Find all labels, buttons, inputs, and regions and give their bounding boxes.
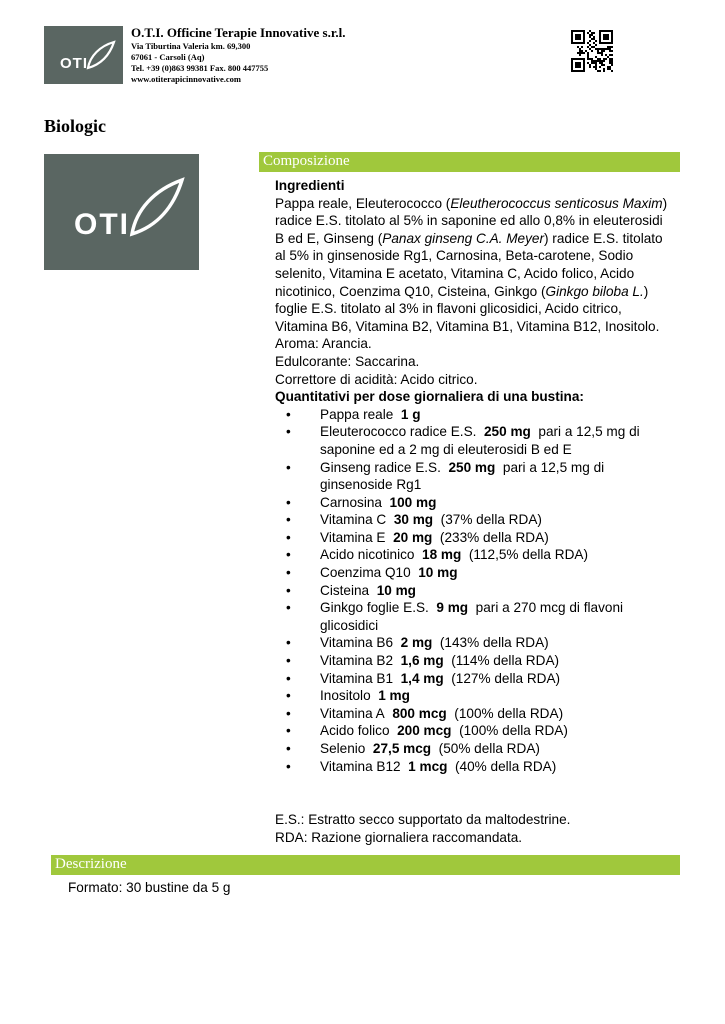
dose-item-amount: 1,4 mg (400, 670, 444, 686)
bullet-icon: • (286, 424, 291, 440)
dose-item-name: Vitamina B12 (320, 758, 401, 774)
bullet-icon: • (286, 512, 291, 528)
dose-item (275, 740, 670, 758)
dose-item-note: (37% della RDA) (440, 512, 542, 528)
sweetener-text: Edulcorante: Saccarina. (275, 353, 420, 369)
dose-item-amount: 10 mg (418, 565, 458, 581)
bullet-icon: • (286, 459, 291, 475)
dose-item (275, 722, 670, 740)
bullet-icon: • (286, 653, 291, 669)
dose-item-note: (233% della RDA) (439, 529, 549, 545)
bullet-icon: • (286, 600, 291, 616)
dose-item-note: pari a 12,5 mg di ginsenoside Rg1 (320, 459, 605, 493)
dose-item-name: Vitamina B2 (320, 653, 394, 669)
oti-logo-large-icon (44, 154, 199, 270)
dose-item-name: Vitamina B6 (320, 635, 394, 651)
ingredient-latin-name: Eleutherococcus senticosus Maxim (450, 195, 663, 211)
dose-item-name: Selenio (320, 741, 366, 756)
dose-item-name: Vitamina B1 (320, 670, 394, 686)
bullet-icon: • (286, 670, 291, 686)
dose-item (275, 546, 670, 564)
dose-item-name: Vitamina C (320, 512, 387, 528)
company-logo (44, 26, 123, 84)
dose-item-amount: 200 mcg (397, 723, 452, 739)
bullet-icon: • (286, 705, 291, 721)
dose-item (275, 406, 670, 424)
dose-item (275, 670, 670, 688)
bullet-icon: • (286, 741, 291, 756)
bullet-icon: • (286, 635, 291, 651)
dose-item-note: (114% della RDA) (451, 653, 560, 669)
dose-item-amount: 30 mg (393, 512, 434, 528)
dose-item-note: pari a 12,5 mg di saponine ed a 2 mg di eleuterosidi B ed E (320, 424, 640, 457)
dose-item-name: Ginkgo foglie E.S. (320, 600, 429, 616)
dose-item-note: (112,5% della RDA) (468, 547, 588, 563)
dose-item (275, 494, 670, 512)
composition-content (275, 177, 670, 846)
ingredient-segment: ) radice E.S. titolato al 5% in saponine ed allo 0,8% in eleuterosidi B ed E, Ginseng ( (275, 195, 668, 246)
dose-item-name: Pappa reale (320, 406, 394, 422)
dose-item-amount: 800 mcg (392, 705, 447, 721)
bullet-icon: • (286, 723, 291, 739)
bullet-icon: • (286, 758, 291, 774)
dose-item-note: (50% della RDA) (438, 741, 540, 756)
company-info (131, 24, 346, 85)
dose-heading: Quantitativi per dose giornaliera di una bustina: (275, 389, 584, 405)
company-website[interactable]: www.otiterapicinnovative.com (131, 74, 242, 84)
dose-item-amount: 27,5 mcg (372, 741, 432, 756)
dose-item-amount: 2 mg (400, 635, 433, 651)
format-text: Formato: 30 bustine da 5 g (68, 880, 231, 895)
ingredient-segment: ) radice E.S. titolato al 5% in ginsenoside Rg1, Carnosina, Beta-carotene, Sodio selenito, Vitamina E acetato, Vitamina C, Acido folico, Acido nicotinico, Coenzima Q10, Cisteina, Ginkgo ( (275, 230, 663, 299)
dose-item-amount: 10 mg (376, 582, 416, 598)
dose-item-name: Acido nicotinico (320, 547, 415, 563)
dose-item-note: pari a 270 mcg di flavoni glicosidici (320, 600, 624, 633)
dose-item-name: Inositolo (320, 688, 371, 704)
logo-large-text: OTI (74, 208, 130, 241)
dose-item-name: Cisteina (320, 582, 370, 598)
dose-item-amount: 9 mg (436, 600, 469, 616)
aroma-text: Aroma: Arancia. (275, 336, 372, 352)
dose-item (275, 564, 670, 582)
dose-item-amount: 1 mg (378, 688, 410, 704)
dose-item (275, 652, 670, 670)
company-phone: Tel. +39 (0)863 99381 Fax. 800 447755 (131, 63, 269, 73)
dose-item-amount: 1,6 mg (400, 653, 444, 669)
ingredient-latin-name: Ginkgo biloba L. (545, 283, 644, 299)
ingredient-segment: ) foglie E.S. titolato al 3% in flavoni glicosidici, Acido citrico, Vitamina B6, Vitamina B2, Vitamina B1, Vitamina B12, Inositolo. (275, 283, 660, 334)
dose-item (275, 687, 670, 705)
bullet-icon: • (286, 547, 291, 563)
dose-item-amount: 1 mcg (408, 758, 448, 774)
bullet-icon: • (286, 494, 291, 510)
dose-item-name: Ginseng radice E.S. (320, 459, 441, 475)
rda-note: RDA: Razione giornaliera raccomandata. (275, 829, 523, 845)
bullet-icon: • (286, 565, 291, 581)
dose-item-name: Vitamina E (320, 529, 386, 545)
dose-item-name: Carnosina (320, 494, 382, 510)
dose-list (275, 406, 670, 775)
oti-logo-icon (44, 26, 123, 84)
composition-header: Composizione (259, 152, 680, 172)
product-title: Biologic (44, 116, 106, 136)
dose-item (275, 529, 670, 547)
dose-item (275, 582, 670, 600)
bullet-icon: • (286, 529, 291, 545)
dose-item (275, 423, 670, 458)
dose-item (275, 459, 670, 494)
dose-item-note: (127% della RDA) (451, 670, 561, 686)
bullet-icon: • (286, 582, 291, 598)
acidity-text: Correttore di acidità: Acido citrico. (275, 371, 478, 387)
ingredient-segment: Pappa reale, Eleuterococco ( (275, 195, 451, 211)
qr-code-icon (571, 30, 613, 72)
dose-item (275, 599, 670, 634)
bullet-icon: • (286, 688, 291, 704)
dose-item (275, 758, 670, 776)
logo-text: OTI (60, 55, 88, 72)
ingredients-heading: Ingredienti (275, 178, 345, 193)
product-image (44, 154, 199, 270)
dose-item-amount: 18 mg (422, 547, 462, 563)
dose-item-amount: 250 mg (483, 424, 531, 440)
dose-item-amount: 1 g (400, 406, 421, 422)
description-header: Descrizione (51, 855, 680, 875)
dose-item-note: (40% della RDA) (455, 758, 557, 774)
dose-item-amount: 100 mg (389, 494, 437, 510)
dose-item-name: Acido folico (320, 723, 390, 739)
dose-item-amount: 250 mg (448, 459, 496, 475)
company-address: Via Tiburtina Valeria km. 69,300 (131, 41, 251, 51)
company-city: 67061 - Carsoli (Aq) (131, 52, 205, 62)
dose-item (275, 634, 670, 652)
bullet-icon: • (286, 406, 291, 422)
dose-item-note: (100% della RDA) (459, 723, 568, 739)
dose-item-name: Vitamina A (320, 705, 385, 721)
dose-item-note: (143% della RDA) (439, 635, 549, 651)
dose-item (275, 705, 670, 723)
dose-item-note: (100% della RDA) (454, 705, 564, 721)
company-name: O.T.I. Officine Terapie Innovative s.r.l. (131, 25, 346, 40)
dose-item (275, 511, 670, 529)
dose-item-amount: 20 mg (393, 529, 433, 545)
ingredients-text (275, 195, 670, 336)
ingredient-latin-name: Panax ginseng C.A. Meyer (382, 230, 544, 246)
es-note: E.S.: Estratto secco supportato da maltodestrine. (275, 812, 571, 828)
dose-item-name: Coenzima Q10 (320, 565, 411, 581)
dose-item-name: Eleuterococco radice E.S. (320, 424, 477, 440)
